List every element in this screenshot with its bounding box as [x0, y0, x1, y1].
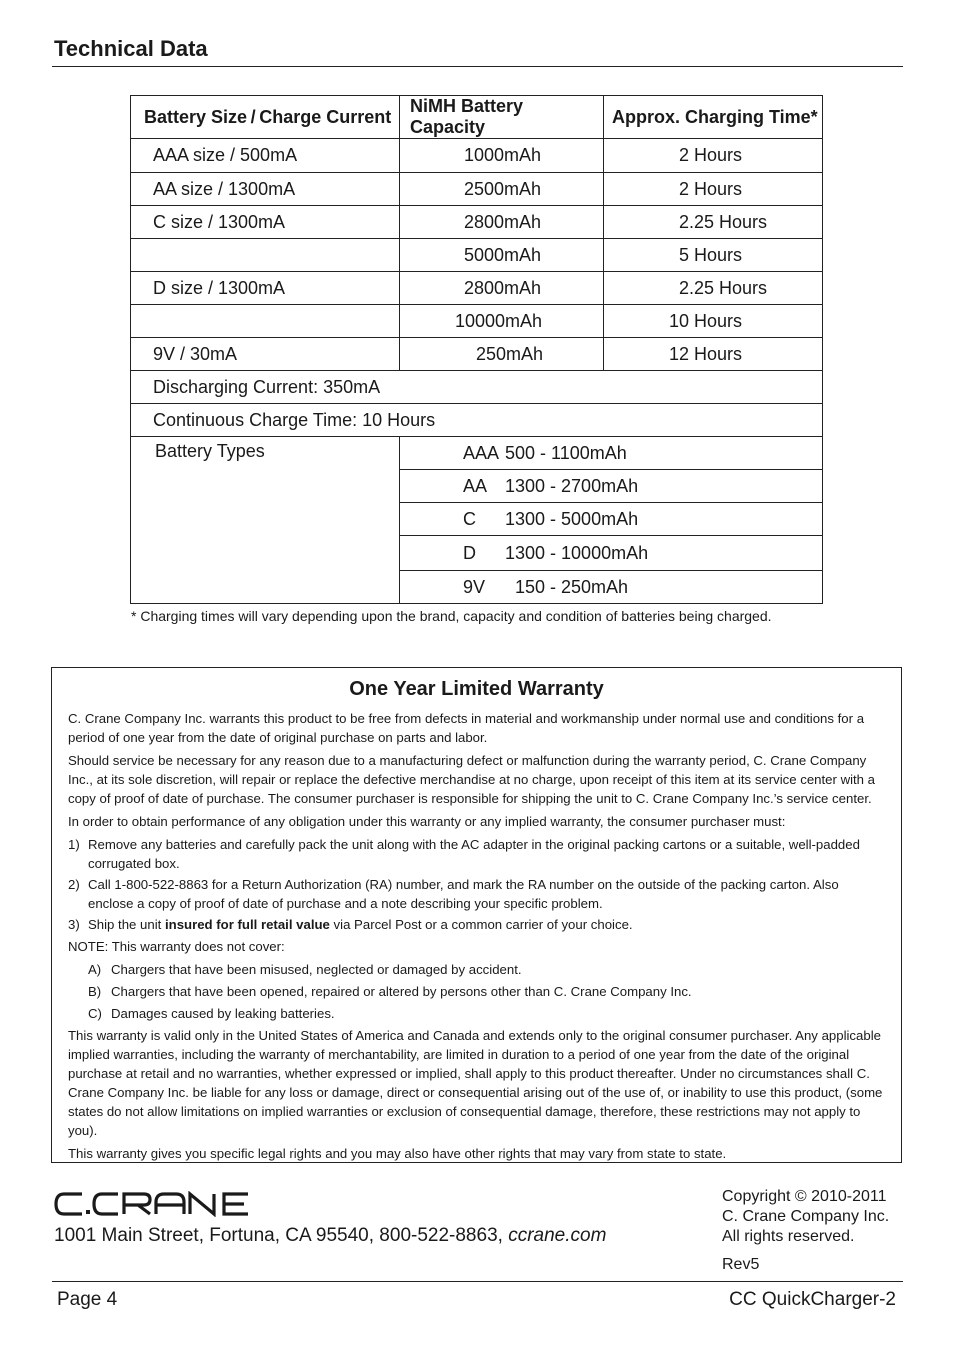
battery-type-size: C [463, 508, 476, 529]
warranty-title: One Year Limited Warranty [349, 678, 604, 700]
table-cell: 2800mAh [400, 206, 604, 239]
table-cell: 5000mAh [400, 239, 604, 272]
warranty-paragraph: This warranty gives you specific legal rights and you may also have other rights that may vary from state to state. [68, 1146, 727, 1161]
battery-type-size: D [463, 542, 476, 563]
battery-type [400, 437, 823, 470]
table-cell: AAA size / 500mA [131, 139, 400, 173]
warranty-paragraph: This warranty is valid only in the United States of America and Canada and extends only to the original consumer purchaser. Any applicable implied warranties, including the warranty of merchantability, are limited in duration to a period of one year from the date of the original purchase at retail and no warranties, whether expressed or implied, shall apply to this product thereafter. Under no circumstances shall C. Crane Company Inc. be liable for any loss or damage, direct or consequential arising out of the use of, or inability to use this product, (some states do not allow limitations on implied warranties or exclusion of consequential damage, therefore, these restrictions may not apply to you). [68, 1028, 883, 1138]
list-item [68, 835, 885, 873]
step-text-bold: insured for full retail value [164, 917, 330, 932]
page-title: Technical Data [54, 36, 208, 61]
list-item [68, 960, 885, 979]
copyright-line: All rights reserved. [722, 1228, 855, 1245]
company-address [54, 1225, 606, 1247]
product-name: CC QuickCharger-2 [729, 1289, 896, 1310]
copyright-block [722, 1187, 889, 1247]
warranty-note: NOTE: This warranty does not cover: [68, 939, 285, 954]
step-text-post: via Parcel Post or a common carrier of your choice. [329, 917, 633, 932]
address-text: 1001 Main Street, Fortuna, CA 95540, 800-522-8863, [54, 1225, 509, 1246]
warranty-steps [68, 835, 885, 934]
footnote: * Charging times will vary depending upon the brand, capacity and condition of batteries being charged. [131, 608, 772, 624]
battery-type-range: 500 - 1100mAh [505, 442, 627, 463]
table-cell: AA size / 1300mA [131, 173, 400, 206]
table-row [131, 272, 823, 305]
list-item [68, 982, 885, 1001]
list-item [68, 915, 885, 934]
table-row [131, 239, 823, 272]
table-row [131, 404, 823, 437]
table-row [131, 139, 823, 173]
table-row [131, 305, 823, 338]
table-cell: 2 Hours [604, 173, 823, 206]
logo-wordmark [54, 1191, 272, 1217]
table-cell: 2.25 Hours [604, 206, 823, 239]
page-number: Page 4 [57, 1289, 118, 1310]
battery-type [400, 503, 823, 536]
website-link[interactable]: ccrane.com [508, 1225, 607, 1246]
list-item [68, 875, 885, 913]
table-cell: 10000mAh [400, 305, 604, 338]
exclusion-letter: B) [88, 984, 102, 999]
header-divider [52, 66, 903, 67]
warranty-body [52, 709, 901, 1163]
battery-type [400, 470, 823, 503]
table-cell [131, 239, 400, 272]
warranty-paragraph: In order to obtain performance of any obligation under this warranty or any implied warranty, the consumer purchaser must: [68, 814, 786, 829]
table-row [131, 437, 823, 470]
exclusion-text: Chargers that have been opened, repaired or altered by persons other than C. Crane Company Inc. [111, 984, 692, 999]
table-cell: 9V / 30mA [131, 338, 400, 371]
step-number: 2) [68, 877, 80, 892]
table-header-cell: Battery Size / Charge Current [131, 96, 400, 139]
battery-type-range: 150 - 250mAh [515, 576, 629, 597]
battery-types-label: Battery Types [131, 437, 400, 604]
battery-type-range: 1300 - 2700mAh [505, 475, 639, 496]
warranty-paragraph: Should service be necessary for any reason due to a manufacturing defect or malfunction during the warranty period, C. Crane Company Inc., at its sole discretion, will repair or replace the defective merchandise at no charge, upon receipt of this item at its service center with a copy of proof of date of purchase. The consumer purchaser is responsible for shipping the unit to C. Crane Company Inc.’s service center. [68, 753, 876, 806]
copyright-line: C. Crane Company Inc. [722, 1208, 890, 1225]
step-text [88, 915, 633, 934]
list-item [68, 1004, 885, 1023]
table-cell: 2.25 Hours [604, 272, 823, 305]
battery-type [400, 536, 823, 571]
table-cell: 12 Hours [604, 338, 823, 371]
table-cell: D size / 1300mA [131, 272, 400, 305]
continuous-charge-time: Continuous Charge Time: 10 Hours [131, 404, 823, 437]
battery-type-size: AA [463, 475, 488, 496]
table-cell [131, 305, 400, 338]
exclusion-text: Chargers that have been misused, neglected or damaged by accident. [111, 962, 522, 977]
table-header-row [131, 96, 823, 139]
discharging-current: Discharging Current: 350mA [131, 371, 823, 404]
table-cell: 250mAh [400, 338, 604, 371]
battery-type [400, 571, 823, 604]
exclusion-letter: A) [88, 962, 102, 977]
table-cell: 1000mAh [400, 139, 604, 173]
table-row [131, 173, 823, 206]
step-number: 1) [68, 837, 80, 852]
table-cell: 2 Hours [604, 139, 823, 173]
battery-type-size: AAA [463, 442, 500, 463]
table-cell: 5 Hours [604, 239, 823, 272]
step-text-pre: Ship the unit [88, 917, 165, 932]
step-text: Remove any batteries and carefully pack the unit along with the AC adapter in the original packing cartons or a suitable, well-padded corrugated box. [88, 837, 860, 871]
table-header-cell: Approx. Charging Time* [604, 96, 823, 139]
exclusion-text: Damages caused by leaking batteries. [111, 1006, 335, 1021]
table-cell: 10 Hours [604, 305, 823, 338]
table-header-cell: NiMH Battery Capacity [400, 96, 604, 139]
revision-label: Rev5 [722, 1256, 760, 1273]
table-cell: 2800mAh [400, 272, 604, 305]
table-row [131, 371, 823, 404]
battery-type-range: 1300 - 10000mAh [505, 542, 649, 563]
copyright-line: Copyright © 2010-2011 [722, 1188, 887, 1205]
table-row [131, 338, 823, 371]
spec-table [130, 95, 823, 604]
battery-type-range: 1300 - 5000mAh [505, 508, 639, 529]
footer-divider [52, 1281, 903, 1282]
battery-type-size: 9V [463, 576, 486, 597]
step-text: Call 1-800-522-8863 for a Return Authorization (RA) number, and mark the RA number on the outside of the packing carton. Also enclose a copy of proof of date of purchase and a note describing your specific problem. [88, 877, 839, 911]
step-number: 3) [68, 917, 80, 932]
table-cell: C size / 1300mA [131, 206, 400, 239]
table-row [131, 206, 823, 239]
warranty-box [51, 667, 902, 1163]
warranty-paragraph: C. Crane Company Inc. warrants this product to be free from defects in material and workmanship under normal use and conditions for a period of one year from the date of original purchase on parts and labor. [68, 711, 865, 745]
c-crane-logo [54, 1191, 272, 1222]
exclusion-letter: C) [88, 1006, 102, 1021]
table-cell: 2500mAh [400, 173, 604, 206]
